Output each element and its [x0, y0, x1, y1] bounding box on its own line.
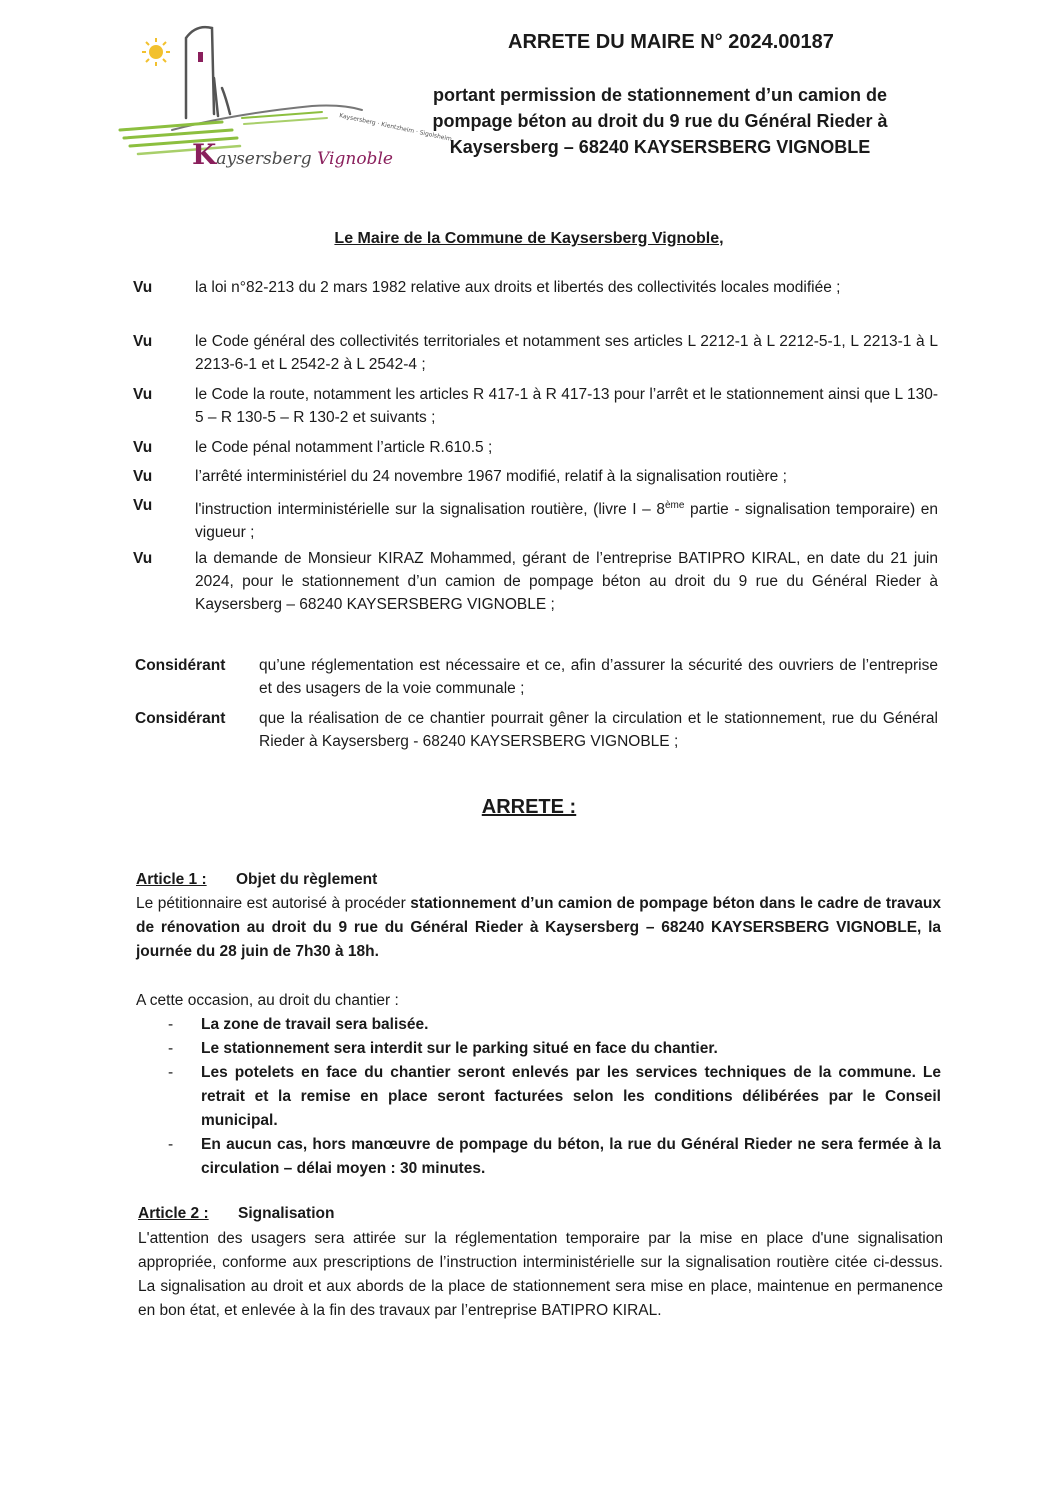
article-1-heading [136, 871, 377, 889]
article-number: Article 2 : [138, 1205, 209, 1222]
list-item-text: En aucun cas, hors manœuvre de pompage du béton, la rue du Général Rieder ne sera fermée à la circulation – délai moyen : 30 minutes. [201, 1136, 941, 1177]
visa-row [133, 383, 938, 429]
visa-text: la demande de Monsieur KIRAZ Mohammed, gérant de l’entreprise BATIPRO KIRAL, en date du 21 juin 2024, pour le stationnement d’un camion de pompage béton au droit du 9 rue du Général Rieder à Kaysersberg – 68240 KAYSERSBERG VIGNOBLE ; [195, 550, 938, 613]
article-title: Objet du règlement [236, 871, 378, 888]
visa-row [133, 436, 938, 459]
article-title: Signalisation [238, 1205, 335, 1222]
decree-subtitle [400, 82, 920, 160]
visa-row [133, 465, 938, 488]
visa-text: le Code pénal notamment l’article R.610.5 ; [195, 439, 493, 456]
list-item: - Le stationnement sera interdit sur le parking situé en face du chantier. [168, 1040, 718, 1057]
visa-text: l’arrêté interministériel du 24 novembre 1967 modifié, relatif à la signalisation routière ; [195, 468, 787, 485]
subtitle-line: portant permission de stationnement d’un camion de [432, 85, 888, 105]
visa-text [195, 494, 938, 544]
list-item-text: La zone de travail sera balisée. [201, 1016, 429, 1033]
article-2-body: L'attention des usagers sera attirée sur la réglementation temporaire par la mise en place d'une signalisation appropriée, conforme aux prescriptions de l’instruction interministérielle sur la signalisation routière citée ci-dessus. La signalisation au droit et aux abords de la place de stationnement sera mise en place, maintenue en permanence en bon état, et enlevée à la fin des travaux par l’entreprise BATIPRO KIRAL. [138, 1230, 943, 1319]
subtitle-line: Kaysersberg – 68240 KAYSERSBERG VIGNOBLE [449, 137, 871, 157]
considerant-text: qu’une réglementation est nécessaire et ce, afin d’assurer la sécurité des ouvriers de l’entreprise et des usagers de la voie communale ; [259, 657, 938, 697]
visa-label: Vu [133, 333, 153, 350]
logo-tagline: Kaysersberg · Kientzheim · Sigolsheim [338, 112, 453, 143]
article-1-body [136, 892, 941, 964]
considerant-row [135, 707, 938, 753]
article-1-list [168, 1013, 941, 1181]
article-1-intro: Le pétitionnaire est autorisé à procéder [136, 895, 411, 912]
tower-icon [186, 27, 230, 118]
visa-text: le Code général des collectivités territoriales et notamment ses articles L 2212-1 à L 2212-5-1, L 2213-1 à L 2213-6-1 et L 2542-2 à L 2542-4 ; [195, 333, 938, 373]
subtitle-line: pompage béton au droit du 9 rue du Général Rieder à [432, 111, 888, 131]
article-1-bold: stationnement d’un camion de pompage béton dans le cadre de travaux de rénovation au droit du 9 rue du Général Rieder à Kaysersberg – 68240 KAYSERSBERG VIGNOBLE, la journée du 28 juin de 7h30 à 18h. [136, 895, 941, 960]
visa-label: Vu [133, 550, 153, 567]
list-item-text: Les potelets en face du chantier seront enlevés par les services techniques de la commune. Le retrait et la remise en place seront facturées selon les conditions délibérées par le Conseil municipal. [201, 1064, 941, 1129]
article-2-heading [138, 1205, 334, 1223]
sun-icon [142, 38, 170, 66]
visa-label: Vu [133, 497, 153, 514]
visa-label: Vu [133, 386, 153, 403]
visa-row [133, 276, 938, 299]
logo-wordmark: Kaysersberg Vignoble [192, 138, 393, 171]
visa-row [133, 547, 938, 616]
visa-text-part: partie - signalisation temporaire) en vigueur ; [195, 501, 938, 542]
article-number: Article 1 : [136, 871, 207, 888]
visa-superscript: ème [664, 500, 685, 511]
considerant-row [135, 654, 938, 700]
visa-label: Vu [133, 468, 153, 485]
visa-row [133, 330, 938, 376]
visa-text: la loi n°82-213 du 2 mars 1982 relative aux droits et libertés des collectivités locales modifiée ; [195, 279, 841, 296]
visa-row [133, 494, 938, 544]
list-item: - En aucun cas, hors manœuvre de pompage du béton, la rue du Général Rieder ne sera fermée à la circulation – délai moyen : 30 minutes. [168, 1136, 941, 1177]
list-item-text: Le stationnement sera interdit sur le parking situé en face du chantier. [201, 1040, 718, 1057]
arrete-heading: ARRETE : [481, 796, 577, 818]
considerant-label: Considérant [135, 657, 226, 674]
list-item: - La zone de travail sera balisée. [168, 1016, 429, 1033]
decree-title: ARRETE DU MAIRE N° 2024.00187 [508, 31, 834, 53]
visa-label: Vu [133, 279, 153, 296]
authority-heading: Le Maire de la Commune de Kaysersberg Vignoble, [334, 230, 724, 247]
considerant-label: Considérant [135, 710, 226, 727]
visa-text: le Code la route, notamment les articles R 417-1 à R 417-13 pour l’arrêt et le stationnement ainsi que L 130-5 – R 130-5 – R 130-2 et suivants ; [195, 386, 938, 426]
visa-label: Vu [133, 439, 153, 456]
article-1-lead: A cette occasion, au droit du chantier : [136, 992, 399, 1009]
list-item: - Les potelets en face du chantier seront enlevés par les services techniques de la commune. Le retrait et la remise en place seront facturées selon les conditions délibérées par le Conseil municipal. [168, 1064, 941, 1129]
visa-text-part: l'instruction interministérielle sur la signalisation routière, (livre I – 8 [195, 501, 665, 519]
considerant-text: que la réalisation de ce chantier pourrait gêner la circulation et le stationnement, rue du Général Rieder à Kaysersberg - 68240 KAYSERSBERG VIGNOBLE ; [259, 710, 938, 750]
